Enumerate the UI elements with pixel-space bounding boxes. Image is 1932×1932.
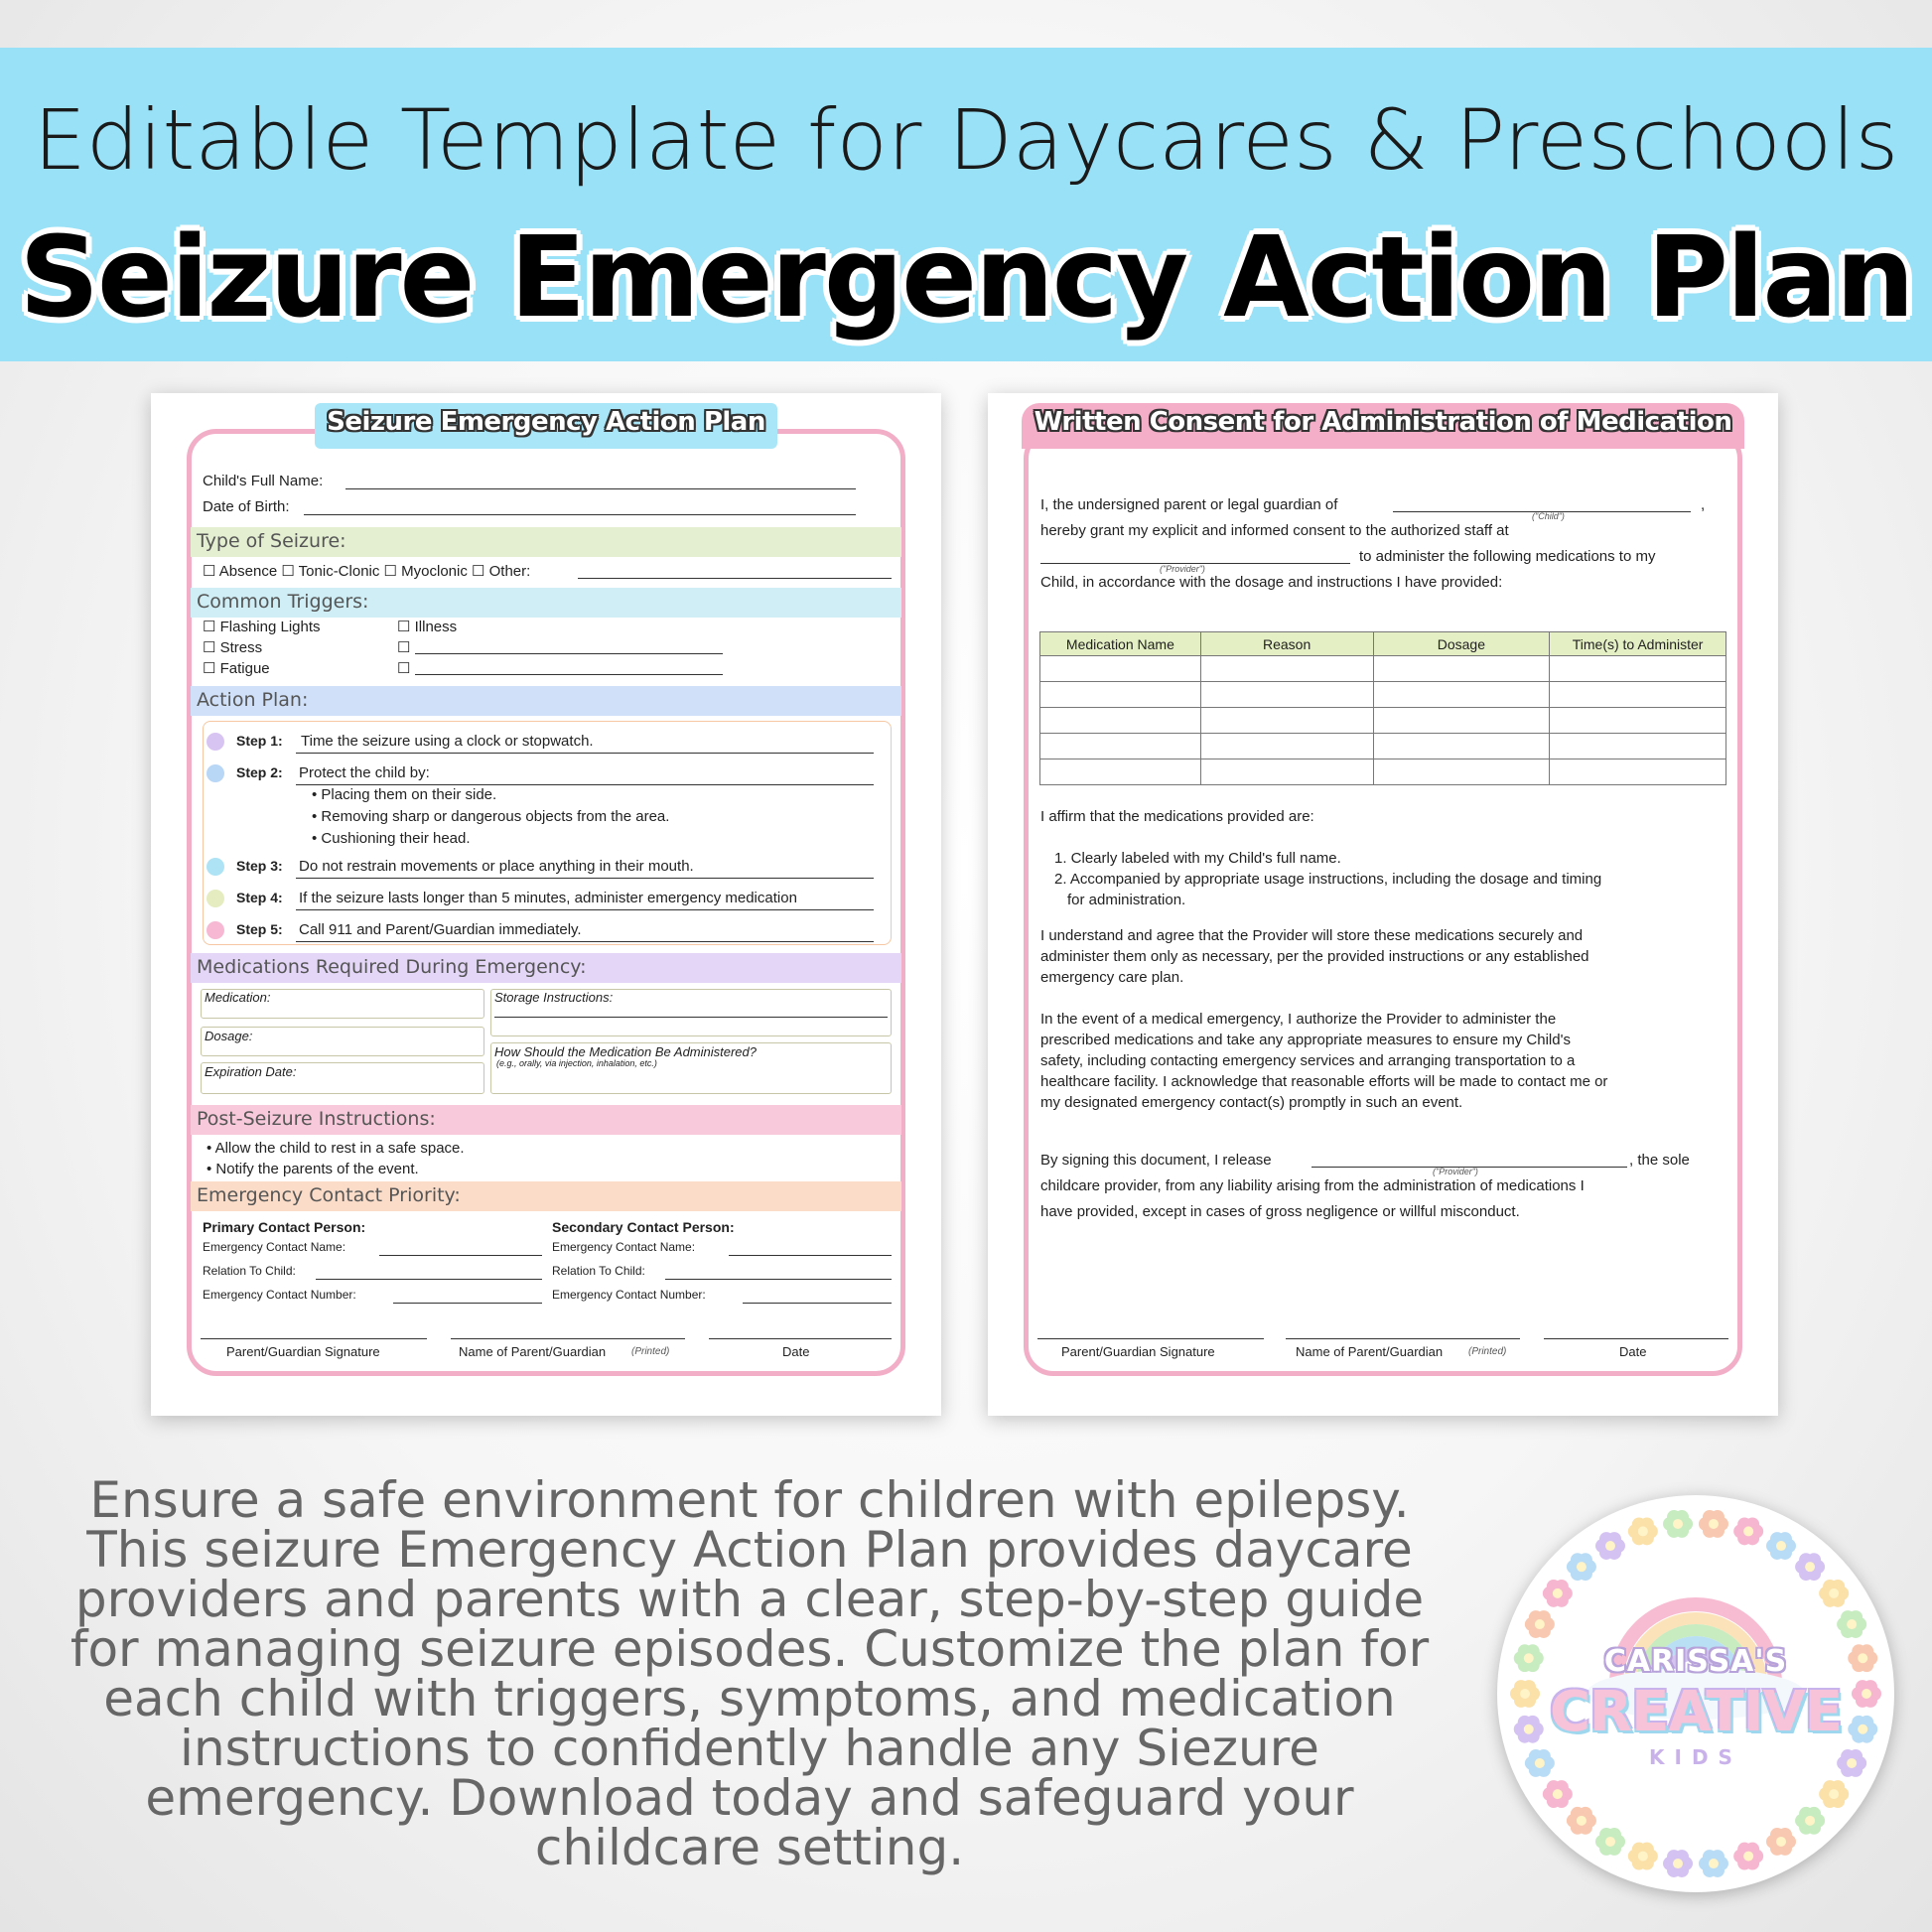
printed-name-label: Name of Parent/Guardian xyxy=(459,1344,607,1359)
banner-subtitle: Editable Template for Daycares & Preschools xyxy=(33,91,1899,189)
secondary-contact-name-field[interactable] xyxy=(729,1255,892,1256)
administration-hint: (e.g., orally, via injection, inhalation, etc.) xyxy=(496,1058,657,1068)
primary-contact-name-label: Emergency Contact Name: xyxy=(203,1240,346,1254)
printed-name-line[interactable] xyxy=(451,1338,685,1339)
dosage-label: Dosage: xyxy=(205,1029,253,1043)
consent-text: hereby grant my explicit and informed consent to the authorized staff at xyxy=(1040,522,1509,539)
provider-hint: ("Provider") xyxy=(1160,564,1205,574)
date-label: Date xyxy=(1619,1344,1647,1359)
consent-text: I, the undersigned parent or legal guardian of xyxy=(1040,496,1338,513)
consent-text: to administer the following medications to my xyxy=(1359,548,1656,565)
step-1-text: Time the seizure using a clock or stopwatch. xyxy=(301,733,594,750)
affirm-heading: I affirm that the medications provided are: xyxy=(1040,808,1314,825)
seizure-type-options[interactable]: ☐ Absence ☐ Tonic-Clonic ☐ Myoclonic ☐ Other: xyxy=(203,563,531,580)
expiration-label: Expiration Date: xyxy=(205,1064,297,1079)
column-header: Time(s) to Administer xyxy=(1550,632,1726,656)
section-type-of-seizure: Type of Seizure: xyxy=(191,527,901,557)
step-4-dot xyxy=(207,890,224,907)
affirm-item: 1. Clearly labeled with my Child's full name. xyxy=(1054,850,1341,867)
table-row xyxy=(1040,759,1726,785)
step-2-bullet: • Placing them on their side. xyxy=(312,786,497,803)
secondary-relation-field[interactable] xyxy=(665,1279,892,1280)
printed-hint: (Printed) xyxy=(631,1346,670,1357)
section-medications: Medications Required During Emergency: xyxy=(191,953,901,983)
signature-line[interactable] xyxy=(1037,1338,1264,1339)
secondary-number-label: Emergency Contact Number: xyxy=(552,1288,706,1302)
column-header: Reason xyxy=(1200,632,1373,656)
paragraph-line: my designated emergency contact(s) promptly in such an event. xyxy=(1040,1094,1463,1111)
provider-hint: ("Provider") xyxy=(1433,1167,1478,1176)
step-2-bullet: • Cushioning their head. xyxy=(312,830,471,847)
step-5-label: Step 5: xyxy=(236,921,283,937)
section-action-plan: Action Plan: xyxy=(191,686,901,716)
trigger-custom-2[interactable]: ☐ xyxy=(397,660,411,677)
section-common-triggers: Common Triggers: xyxy=(191,588,901,618)
signature-label: Parent/Guardian Signature xyxy=(1061,1344,1215,1359)
medication-label: Medication: xyxy=(205,990,271,1005)
step-1-rule xyxy=(296,753,874,754)
brand-logo xyxy=(1497,1495,1894,1892)
medication-consent-page xyxy=(988,393,1778,1416)
paragraph-line: healthcare facility. I acknowledge that reasonable efforts will be made to contact me or xyxy=(1040,1073,1608,1090)
step-3-text: Do not restrain movements or place anything in their mouth. xyxy=(299,858,694,875)
dob-field[interactable] xyxy=(304,514,856,515)
primary-relation-field[interactable] xyxy=(316,1279,542,1280)
step-5-text: Call 911 and Parent/Guardian immediately. xyxy=(299,921,582,938)
primary-number-field[interactable] xyxy=(393,1303,542,1304)
trigger-custom-1-field[interactable] xyxy=(415,653,723,654)
seizure-action-plan-page xyxy=(151,393,941,1416)
logo-name: CARISSA'S xyxy=(1603,1644,1788,1679)
post-item: • Notify the parents of the event. xyxy=(207,1161,419,1177)
paragraph-line: safety, including contacting emergency services and arranging transportation to a xyxy=(1040,1052,1576,1069)
step-1-label: Step 1: xyxy=(236,733,283,749)
step-1-dot xyxy=(207,733,224,751)
step-2-text: Protect the child by: xyxy=(299,764,430,781)
step-5-dot xyxy=(207,921,224,939)
section-emergency-contacts: Emergency Contact Priority: xyxy=(191,1181,901,1211)
primary-contact-name-field[interactable] xyxy=(379,1255,542,1256)
secondary-number-field[interactable] xyxy=(743,1303,892,1304)
paragraph-line: have provided, except in cases of gross negligence or willful misconduct. xyxy=(1040,1203,1520,1220)
medication-table xyxy=(1039,631,1726,785)
section-post-seizure: Post-Seizure Instructions: xyxy=(191,1105,901,1135)
page-title: Seizure Emergency Action Plan xyxy=(315,403,777,449)
paragraph-line: administer them only as necessary, per the provided instructions or any established xyxy=(1040,948,1589,965)
date-label: Date xyxy=(782,1344,810,1359)
step-2-dot xyxy=(207,764,224,782)
affirm-item: for administration. xyxy=(1067,892,1186,908)
step-5-rule xyxy=(296,941,874,942)
signature-line[interactable] xyxy=(201,1338,427,1339)
step-2-label: Step 2: xyxy=(236,764,283,780)
trigger-illness[interactable]: ☐ Illness xyxy=(397,619,458,635)
primary-number-label: Emergency Contact Number: xyxy=(203,1288,356,1302)
step-3-dot xyxy=(207,858,224,876)
table-row xyxy=(1040,708,1726,734)
trigger-custom-2-field[interactable] xyxy=(415,674,723,675)
printed-hint: (Printed) xyxy=(1468,1346,1507,1357)
post-item: • Allow the child to rest in a safe space. xyxy=(207,1140,465,1157)
column-header: Dosage xyxy=(1373,632,1550,656)
table-row xyxy=(1040,682,1726,708)
trigger-stress[interactable]: ☐ Stress xyxy=(203,639,263,656)
step-3-label: Step 3: xyxy=(236,858,283,874)
step-2-bullet: • Removing sharp or dangerous objects from the area. xyxy=(312,808,670,825)
step-4-label: Step 4: xyxy=(236,890,283,905)
secondary-contact-heading: Secondary Contact Person: xyxy=(552,1219,735,1235)
table-row xyxy=(1040,734,1726,759)
storage-label: Storage Instructions: xyxy=(494,990,614,1005)
printed-name-line[interactable] xyxy=(1286,1338,1520,1339)
paragraph-line: By signing this document, I release xyxy=(1040,1152,1272,1169)
column-header: Medication Name xyxy=(1040,632,1201,656)
child-hint: ("Child") xyxy=(1532,511,1565,521)
other-type-field[interactable] xyxy=(578,578,892,579)
primary-relation-label: Relation To Child: xyxy=(203,1264,296,1278)
date-line[interactable] xyxy=(709,1338,892,1339)
logo-kids: KIDS xyxy=(1649,1745,1742,1769)
paragraph-line: childcare provider, from any liability arising from the administration of medications I xyxy=(1040,1177,1585,1194)
administration-label: How Should the Medication Be Administered? xyxy=(494,1044,757,1059)
trigger-fatigue[interactable]: ☐ Fatigue xyxy=(203,660,270,677)
primary-contact-heading: Primary Contact Person: xyxy=(203,1219,366,1235)
signature-label: Parent/Guardian Signature xyxy=(226,1344,380,1359)
banner-title: Seizure Emergency Action Plan xyxy=(19,213,1913,343)
step-2-rule xyxy=(296,784,874,785)
paragraph-line: In the event of a medical emergency, I authorize the Provider to administer the xyxy=(1040,1011,1557,1028)
step-4-text: If the seizure lasts longer than 5 minutes, administer emergency medication xyxy=(299,890,797,906)
paragraph-line: prescribed medications and take any appropriate measures to ensure my Child's xyxy=(1040,1032,1571,1048)
storage-rule xyxy=(494,1017,888,1018)
secondary-contact-name-label: Emergency Contact Name: xyxy=(552,1240,696,1254)
step-4-rule xyxy=(296,909,874,910)
date-line[interactable] xyxy=(1544,1338,1728,1339)
product-description: Ensure a safe environment for children with epilepsy. This seizure Emergency Action Plan provides daycare providers and parents with a clear, step-by-step guide for managing seizure episodes. Customize the plan for each child with triggers, symptoms, and medication instructions to confidently handle any Siezure emergency. Download today and safeguard your childcare setting. xyxy=(69,1471,1430,1876)
comma: , xyxy=(1701,496,1706,513)
dob-label: Date of Birth: xyxy=(203,498,290,515)
trigger-flashing[interactable]: ☐ Flashing Lights xyxy=(203,619,321,635)
paragraph-line: , the sole xyxy=(1629,1152,1690,1169)
page-title: Written Consent for Administration of Medication xyxy=(1022,403,1744,449)
child-name-label: Child's Full Name: xyxy=(203,473,324,489)
paragraph-line: emergency care plan. xyxy=(1040,969,1184,986)
table-row xyxy=(1040,656,1726,682)
logo-creative: CREATIVE xyxy=(1549,1680,1843,1744)
trigger-custom-1[interactable]: ☐ xyxy=(397,639,411,656)
secondary-relation-label: Relation To Child: xyxy=(552,1264,645,1278)
consent-text: Child, in accordance with the dosage and instructions I have provided: xyxy=(1040,574,1503,591)
step-3-rule xyxy=(296,878,874,879)
child-name-field[interactable] xyxy=(345,488,856,489)
paragraph-line: I understand and agree that the Provider will store these medications securely and xyxy=(1040,927,1584,944)
action-steps-box xyxy=(203,721,892,945)
affirm-item: 2. Accompanied by appropriate usage instructions, including the dosage and timing xyxy=(1054,871,1602,888)
printed-name-label: Name of Parent/Guardian xyxy=(1296,1344,1444,1359)
